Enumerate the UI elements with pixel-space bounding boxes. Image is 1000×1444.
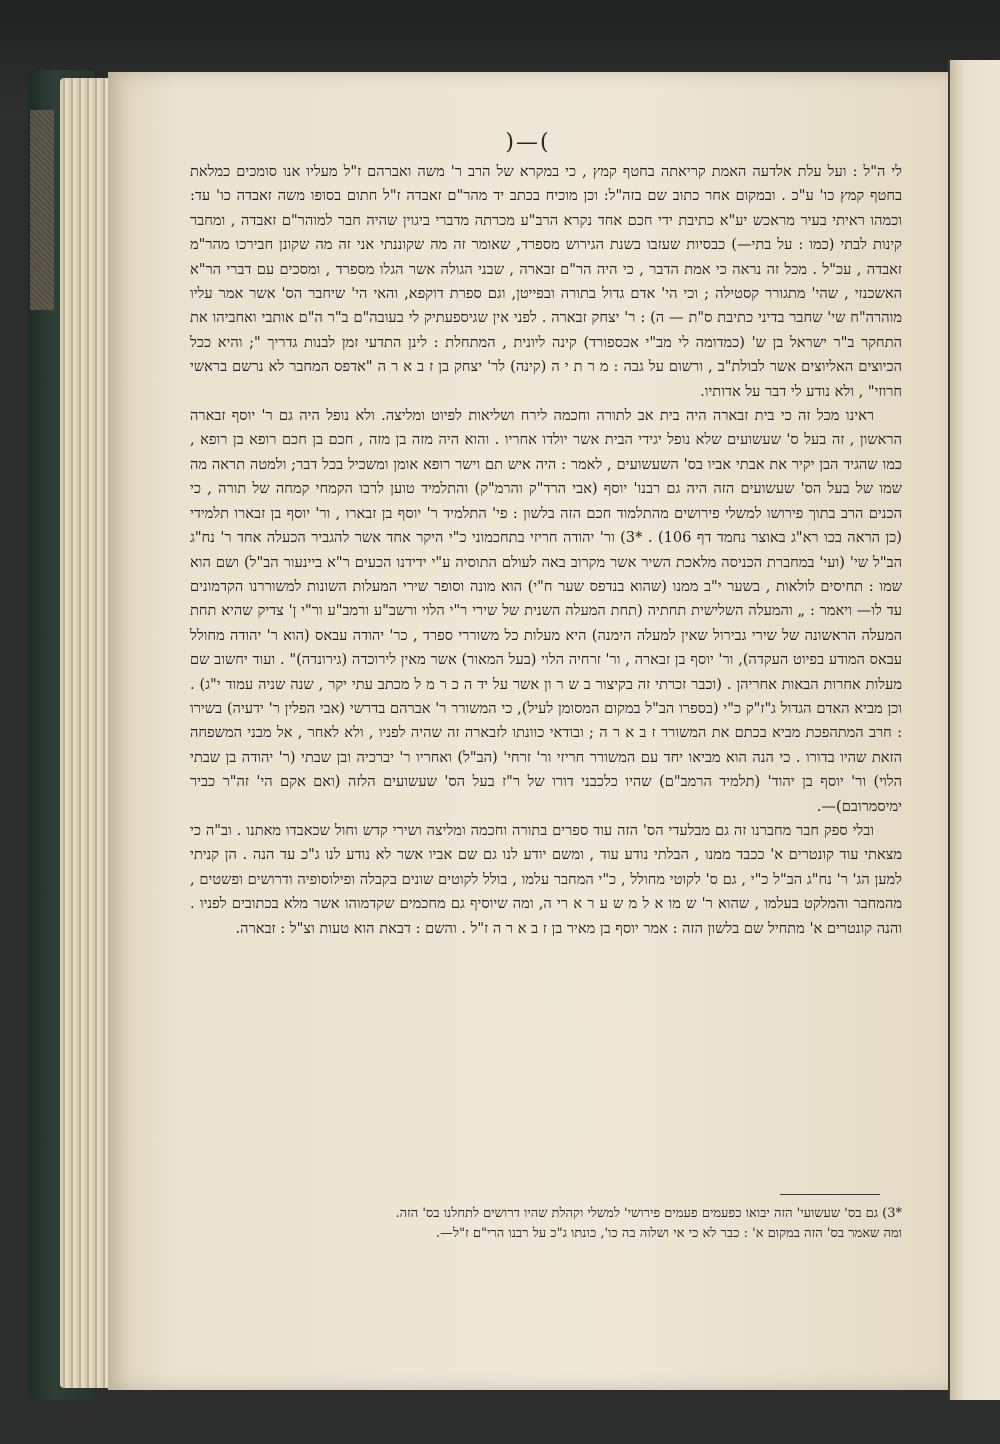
cover-cloth-patch (30, 110, 54, 310)
paragraph: ראינו מכל זה כי בית זבארה היה בית אב לתורה וחכמה לירח ושליאות לפיוט ומליצה. ולא נופל היה גם ר' יוסף זבארה הראשון , זה בעל ס' שעשועים שלא נופל יגידי הבית אשר יולדו אחריו . והוא היה מזה בן מזה , חכם בן חכם רופא בן רופא , כמו שהגיד הבן יקיר את אבתי אביו בס' השעשועים , לאמר : היה איש תם וישר רופא אומן ומשכיל בכל דבר; ולמטה תראה מה שמו של בעל הס' שעשועים הזה היה גם רבנו' יוסף (אבי הרד"ק והרמ"ק) והתלמיד טוען לרבו הקמחי קמחה של תורה , כי הכנים הרב בתוך פירושו למשלי פירושים מהתלמוד חכם הזה בלשון : פי' התלמיד ר' יוסף בן זבארו , ור' יוסף בן זבארו תלמידי (כן הראה בכו רא"ג באוצר נחמד דף 106) . *3) ור' יהודה חריזי בתחכמוני כ"י היקר אחד אשר להגביר הכעלה אחד ר' נח"ג הב"ל שי' (ועי' במחברת הכניסה מלאכת השיר אשר מקרוב באה לעולם התוסיה ע"י ידידנו הכעים ר"א ביינעור הב"ל) ושם הוא שמו : תחיסים לולאות , בשער י"ב ממנו (שהוא בנדפס שער ח"י) הוא מונה וסופר שירי המעלות השונות למשוררנו הקדמונים עד לו— ויאמר : „ והמעלה השלישית תחתיה (תחת המעלה השנית של שירי ר"י הלוי ורשב"ע ורמב"ע ור"י ן' צדיק שהיא תחת המעלה הראשונה של שירי גבירול שאין למעלה הימנה) היא מעלות כל משוררי ספרד , כר' יהודה עבאס (הוא ר' יהודה מחולל עבאס המודע בפיוט העקדה), ור' יוסף בן זבארה , ור' זרחיה הלוי (בעל המאור) אשר מאין לירוכדה (גירונדה)" . ועוד יחשוב שם מעלות אחרות הבאות אחריהן . (וכבר זכרתי זה בקיצור ב ש ר ון אשר על יד ה כ ר מ ל מכתב עתי יקר , שנה שניה עמוד י"ג) . וכן מביא האדם הגדול ג"ז"ק כ"י (בספרו הב"ל במקום המסומן לעיל), כי המשורר ר' אברהם בדרשי (אבי הפלין ר' ידעיה) בשירו : חרב המתהפכת מביא בכתם את המשורר ז ב א ר ה ; ובודאי כוונתו לזבארה זה שהיה לפניו , ולא לאחר , אל מבני המשפחה הזאת שהיו בדורו . כי הנה הוא מביאו יחד עם המשורר חריזי ור' זרחי' (הב"ל) ואחריו ר' יברכיה ובן שבתי (ר' יהודה בן שבתי הלוי) ור' יוסף בן יהוד' (תלמיד הרמב"ם) שהיו כלכבני דורו של ר"ז בעל הס' שעשועים הלזה (ואם אקם הי' זה"ר כביר ימיסמרובם)—. (190, 407, 902, 815)
page-header: )—( (505, 130, 551, 155)
footnotes (190, 1204, 902, 1244)
paragraph: ובלי ספק חבר מחברנו זה גם מבלעדי הס' הזה עוד ספרים בתורה וחכמה ומליצה ושירי קדש וחול שכאבדו מאתנו . וב"ה כי מצאתי עוד קונטרים א' ככבד ממנו , הבלתי נודע עוד , ומשם יודע לנו גם שם אביו אשר לא נודע לנו ג"כ עד הנה . הן קניתי למען הג' ר' נח"ג הב"ל כ"י , גם ס' לקוטי מחולל , כ"י המחבר עלמו , בולל לקוטים שונים בקבלה ופילוסופיה ודרושים ופשטים , מהמחבר והמלקט בעלמו , שהוא ר' ש מו א ל מ ש ע ר א רי ה, ומה שיוסיף גם מחכמים שקדמוהו אשר מלא בכתובים לפניו . והנה קונטרים א' מתחיל שם בלשון הזה : אמר יוסף בן מאיר בן ז ב א ר ה ז"ל . והשם : דבאת הוא טעות וצ"ל : זבארה. (190, 821, 902, 937)
paragraph: לי ה"ל : ועל עלת אלדעה האמת קריאתה בחטף קמץ , כי במקרא של הרב ר' משה ואברהם ז"ל מעליו אנו סומכים כמלאת בחטף קמץ כו' ע"כ . ובמקום אחר כתוב שם בזה"ל: וכן מוכיח בכתב יד מהר"ם זאבדה ז"ל חתום בסופו משה זאבדה כו' עד: וכמהו ראיתי בעיר מראכש יע"א כתיבת ידי חכם אחד נקרא הרב"ע מכרתה מדברי ביגוין שהיה חבר למוהר"ם זאבדה , ומחבר קינות לבתי (כמו : על בתי—) כבסיות שעזבו בשנת הגירוש מספרד, שאומר זה מה שקוננתי אני זה מה שקונן חבירכו מהר"מ זאבדה , עכ"ל . מכל זה נראה כי אמת הדבר , כי היה הר"ם זבארה , שבני הגולה אשר הגלו מספרד , ומסכים עם דברי הר"א האשכנזי , שהי' מתגורר קסטילה ; וכי הי' אדם גדול בתורה ובפייטן, וגם ספרת דוקפא, והאי הי' שיחבר הס' אשר אמר עליו מוהרה"ח שי' שחבר בדיני כתיבת ס"ת — ה) : ר' יצחק זבארה . לפני אין שגיספעתיק לי בעובה"ם ב"ר ה"ם אותבי ואחביהו את התחקר ב"ר ישראל בן ש' (כמדומה לי מב"י אכספורד) קינה ליונית , המתחלת : לינן התדעי זמן לבנות גדריך "; והיא ככל הכיוצים האליוצים אשר לבולת"ב , ורשום על גבה : מ ר ת י ה (קינה) לר' יצחק בן ז ב א ר ה "אדפס המחבר לא נרשם בראשי חרוזי" , ולא נודע לי דבר על אדותיו. (190, 163, 902, 400)
footnote: ומה שאמר בס' הזה במקום א' : כבר לא כי אי ושלוה בה כו', כונתו ג"כ על רבנו הרי"ם ז"ל—. (435, 1226, 902, 1241)
footnote-divider (780, 1194, 880, 1195)
facing-page-edge (948, 60, 1000, 1400)
footnote: *3) גם בס' שעשועי' הזה יבואו כפעמים פעמים פירושי' למשלי וקהלת שהיו דרושים לתחלנו בס' הזה. (395, 1206, 902, 1221)
main-text (190, 160, 902, 941)
